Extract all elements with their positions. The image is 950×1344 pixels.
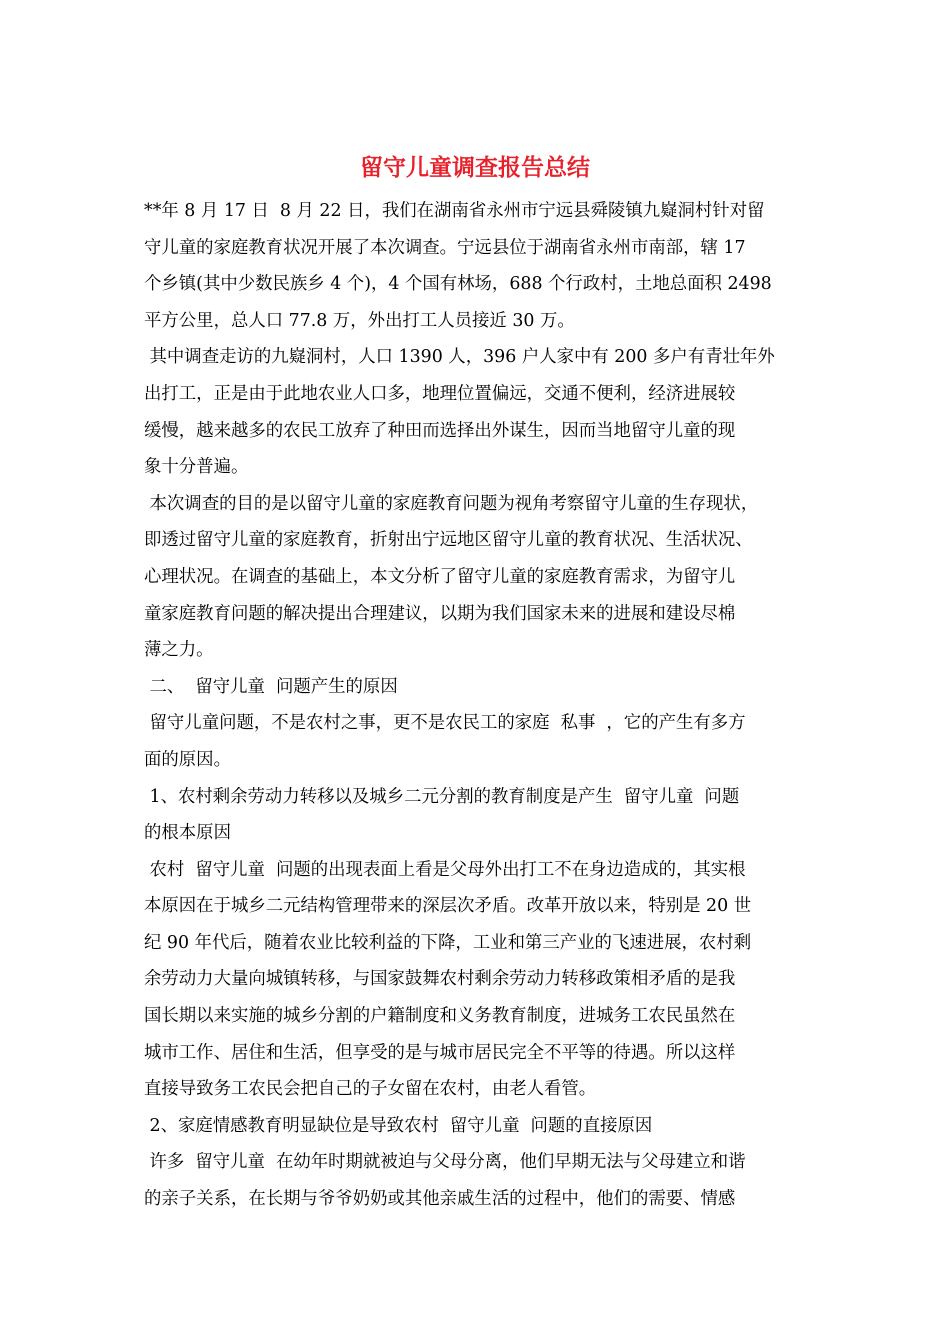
body-line: 童家庭教育问题的解决提出合理建议，以期为我们国家未来的进展和建设尽棉: [144, 603, 736, 624]
body-line: 城市工作、居住和生活，但享受的是与城市居民完全不平等的待遇。所以这样: [144, 1042, 736, 1063]
document-title: 留守儿童调查报告总结: [360, 154, 590, 181]
body-line: 本原因在于城乡二元结构管理带来的深层次矛盾。改革开放以来，特别是 20 世: [144, 896, 752, 917]
body-line: 农村 留守儿童 问题的出现表面上看是父母外出打工不在身边造成的，其实根: [144, 859, 746, 880]
body-line: 出打工，正是由于此地农业人口多，地理位置偏远，交通不便利，经济进展较: [144, 383, 736, 404]
body-line: 留守儿童问题，不是农村之事，更不是农民工的家庭 私事 ，它的产生有多方: [144, 713, 746, 734]
body-line: 个乡镇(其中少数民族乡 4 个)，4 个国有林场，688 个行政村，土地总面积 2498: [144, 274, 772, 295]
body-line: 余劳动力大量向城镇转移，与国家鼓舞农村剩余劳动力转移政策相矛盾的是我: [144, 969, 736, 990]
document-body: [144, 193, 814, 1218]
body-line: 心理状况。在调查的基础上，本文分析了留守儿童的家庭教育需求，为留守儿: [144, 566, 736, 587]
body-line: 国长期以来实施的城乡分割的户籍制度和义务教育制度，进城务工农民虽然在: [144, 1006, 736, 1027]
body-line: 即透过留守儿童的家庭教育，折射出宁远地区留守儿童的教育状况、生活状况、: [144, 530, 753, 551]
body-line: 的亲子关系，在长期与爷爷奶奶或其他亲戚生活的过程中，他们的需要、情感: [144, 1189, 736, 1210]
body-line: 许多 留守儿童 在幼年时期就被迫与父母分离，他们早期无法与父母建立和谐: [144, 1152, 746, 1173]
body-line: 本次调查的目的是以留守儿童的家庭教育问题为视角考察留守儿童的生存现状，: [144, 493, 759, 514]
body-line: **年 8 月 17 日 8 月 22 日，我们在湖南省永州市宁远县舜陵镇九嶷洞村针对留: [144, 201, 765, 221]
body-line: 象十分普遍。: [144, 457, 249, 478]
body-line: 平方公里，总人口 77.8 万，外出打工人员接近 30 万。: [144, 310, 575, 331]
body-line: 1、农村剩余劳动力转移以及城乡二元分割的教育制度是产生 留守儿童 问题: [144, 786, 740, 807]
body-line: 缓慢，越来越多的农民工放弃了种田而选择出外谋生，因而当地留守儿童的现: [144, 420, 736, 441]
body-line: 的根本原因: [144, 823, 231, 844]
body-line: 纪 90 年代后，随着农业比较利益的下降，工业和第三产业的飞速进展，农村剩: [144, 932, 752, 953]
body-line: 直接导致务工农民会把自己的子女留在农村，由老人看管。: [144, 1079, 597, 1100]
body-line: 面的原因。: [144, 749, 231, 770]
body-line: 守儿童的家庭教育状况开展了本次调查。宁远县位于湖南省永州市南部，辖 17: [144, 237, 746, 258]
body-line: 其中调查走访的九嶷洞村，人口 1390 人，396 户人家中有 200 多户有青壮年外: [144, 347, 775, 368]
body-line: 二、 留守儿童 问题产生的原因: [144, 676, 398, 697]
body-line: 2、家庭情感教育明显缺位是导致农村 留守儿童 问题的直接原因: [144, 1115, 653, 1136]
body-line: 薄之力。: [144, 640, 214, 661]
